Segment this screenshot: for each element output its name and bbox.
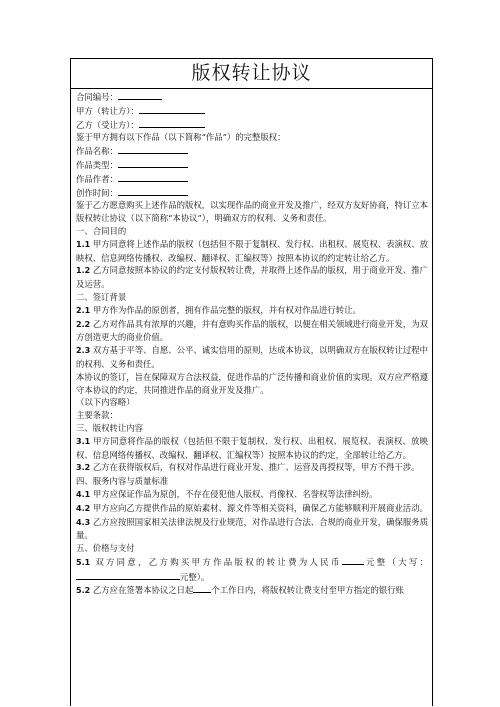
- clause-5-2: [76, 583, 428, 598]
- work-type-row: [76, 158, 428, 172]
- clause-3-1: [76, 435, 428, 462]
- clause-1-1: [76, 238, 428, 265]
- section-4-heading: 四、服务内容与质量标准: [76, 476, 169, 487]
- party-b-blank[interactable]: [139, 118, 205, 128]
- clause-3-2: [76, 461, 428, 475]
- clause-text: 甲方作为作品的原创者，拥有作品完整的版权，并有权对作品进行转让。: [92, 304, 361, 315]
- clause-number: 2.2: [76, 319, 91, 329]
- clause-text: 甲方应保证作品为原创，不存在侵犯他人版权、肖像权、名誉权等法律纠纷。: [92, 488, 378, 499]
- main-terms-heading: 主要条款：: [76, 410, 118, 421]
- clause-number: 4.3: [76, 517, 91, 527]
- price-uppercase-blank[interactable]: [76, 570, 180, 580]
- clause-text: 乙方应按照国家相关法律法规及行业规范，对作品进行合法、合规的商业开发，确保服务质量。: [76, 516, 428, 541]
- party-b-row: [76, 118, 428, 132]
- work-date-label: 创作时间：: [76, 187, 118, 198]
- clause-2-1: [76, 304, 428, 318]
- party-b-label: 乙方（受让方）：: [76, 119, 139, 130]
- clause-number: 5.1: [76, 557, 91, 567]
- clause-4-3: [76, 516, 428, 543]
- clause-number: 4.2: [76, 503, 91, 513]
- clause-text: 乙方同意按照本协议的约定支付版权转让费，并取得上述作品的版权，用于商业开发、推广及运营。: [76, 265, 428, 290]
- work-name-label: 作品名称：: [76, 146, 118, 157]
- contract-sheet: [70, 58, 433, 706]
- clause-number: 3.1: [76, 436, 91, 446]
- work-type-blank[interactable]: [118, 158, 188, 168]
- clause-number: 5.2: [76, 586, 91, 596]
- clause-4-1: [76, 488, 428, 502]
- clause-text: 乙方对作品具有浓厚的兴趣，并有意购买作品的版权，以便在相关领域进行商业开发，为双方创造更大的商业价值。: [76, 318, 428, 343]
- preamble-paragraph: 鉴于乙方愿意购买上述作品的版权，以实现作品的商业开发及推广，经双方友好协商，特订立本版权转让协议（以下简称“本协议”），明确双方的权利、义务和责任。: [76, 200, 428, 224]
- clause-text: 甲方应向乙方提供作品的原始素材、源文件等相关资料，确保乙方能够顺利开展商业活动。: [92, 502, 428, 513]
- clause-text: 元整）。: [180, 571, 210, 582]
- work-name-row: [76, 144, 428, 158]
- contract-number-label: 合同编号：: [76, 92, 118, 102]
- clause-number: 1.1: [76, 239, 91, 249]
- work-name-blank[interactable]: [118, 144, 188, 154]
- clause-text: 甲方同意将作品的版权（包括但不限于复制权、发行权、出租权、展览权、表演权、放映权、信息网络传播权、改编权、翻译权、汇编权等）按照本协议的约定，全部转让给乙方。: [76, 435, 428, 460]
- clause-2-3: [76, 344, 428, 371]
- work-author-label: 作品作者：: [76, 173, 118, 184]
- clause-4-2: [76, 502, 428, 516]
- clause-2-2: [76, 318, 428, 345]
- contract-number-row: [76, 90, 428, 104]
- clause-text: 双方基于平等、自愿、公平、诚实信用的原则，达成本协议，以明确双方在版权转让过程中的权利、义务和责任。: [76, 345, 428, 369]
- clause-text: 甲方同意将上述作品的版权（包括但不限于复制权、发行权、出租权、展览权、表演权、放映权、信息网络传播权、改编权、翻译权、汇编权等）按照本协议的约定转让给乙方。: [76, 238, 428, 263]
- section-2-heading: 二、签订背景: [76, 291, 127, 302]
- section-1-heading: 一、合同目的: [76, 225, 127, 236]
- work-date-row: [76, 186, 428, 200]
- clause-text: 双方同意，乙方购买甲方作品版权的转让费为人民币: [95, 556, 342, 567]
- contract-body: [71, 89, 432, 598]
- clause-number: 3.2: [76, 463, 91, 473]
- page-title: 版权转让协议: [71, 59, 432, 89]
- work-author-blank[interactable]: [118, 172, 188, 182]
- section-5-heading: 五、价格与支付: [76, 543, 135, 554]
- work-date-blank[interactable]: [118, 186, 188, 196]
- clause-text: 乙方在获得版权后，有权对作品进行商业开发、推广、运营及再授权等，甲方不得干涉。: [92, 462, 420, 473]
- signing-note: 本协议的签订，旨在保障双方合法权益，促进作品的广泛传播和商业价值的实现。双方应严格遵守本协议的约定，共同推进作品的商业开发及推广。: [76, 371, 428, 395]
- clause-text: 元整（大写：: [363, 556, 429, 567]
- clause-text: 个工作日内，将版权转让费支付至甲方指定的银行账: [211, 585, 404, 596]
- clause-text: 乙方应在签署本协议之日起: [92, 585, 194, 596]
- clause-1-2: [76, 264, 428, 291]
- work-author-row: [76, 172, 428, 186]
- contract-number-blank[interactable]: [118, 90, 162, 100]
- price-amount-blank[interactable]: [342, 555, 364, 565]
- clause-number: 2.3: [76, 346, 91, 356]
- work-type-label: 作品类型：: [76, 159, 118, 170]
- party-a-label: 甲方（转让方）：: [76, 105, 139, 116]
- intro-text: 鉴于甲方拥有以下作品（以下简称“作品”）的完整版权：: [76, 132, 286, 143]
- clause-number: 1.2: [76, 266, 91, 276]
- party-a-blank[interactable]: [139, 104, 205, 114]
- payment-days-blank[interactable]: [193, 583, 211, 593]
- clause-5-1: [76, 555, 428, 584]
- omitted-note: （以下内容略）: [76, 397, 135, 408]
- party-a-row: [76, 104, 428, 118]
- clause-number: 4.1: [76, 489, 91, 499]
- clause-number: 2.1: [76, 305, 91, 315]
- section-3-heading: 三、版权转让内容: [76, 422, 143, 433]
